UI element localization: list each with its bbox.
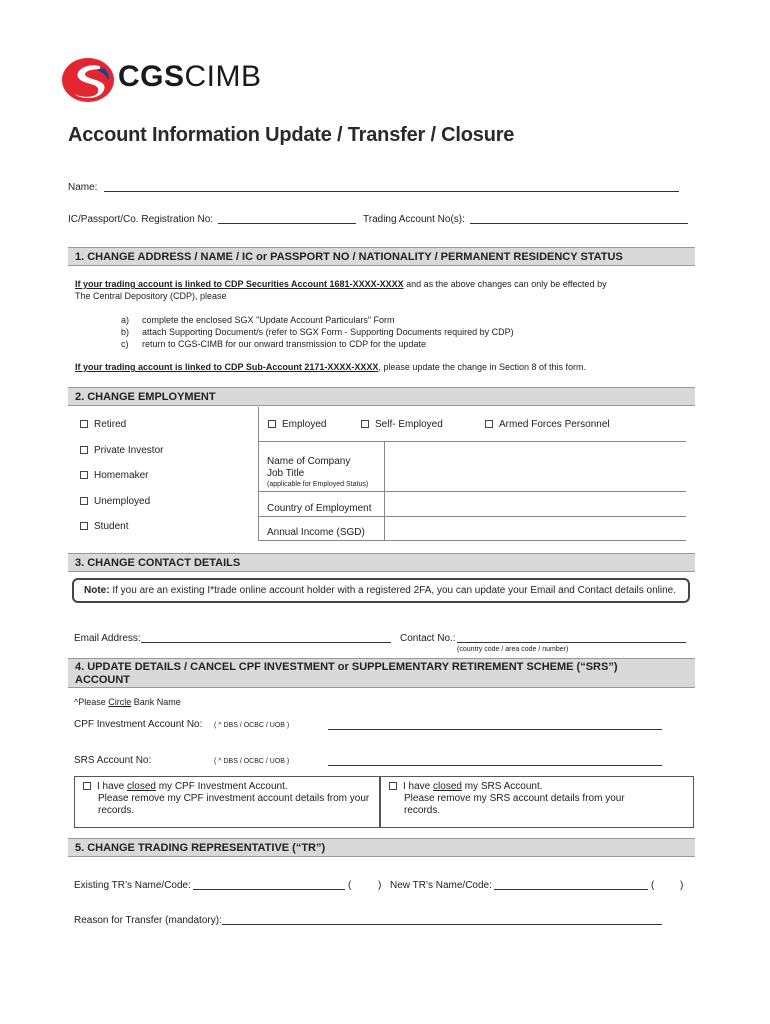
company-name-label: Name of Company — [267, 456, 351, 467]
existing-tr-paren-close: ) — [378, 880, 382, 891]
section4-heading: 4. UPDATE DETAILS / CANCEL CPF INVESTMENT or SUPPLEMENTARY RETIREMENT SCHEME (“SRS”) ACCOUNT — [68, 658, 695, 688]
item-c-text: return to CGS-CIMB for our onward transmission to CDP for the update — [142, 339, 426, 349]
section1-para1-line2: The Central Depository (CDP), please — [75, 291, 227, 301]
section2-rule-4 — [258, 540, 686, 541]
ic-field[interactable] — [218, 223, 356, 224]
option-unemployed[interactable]: Unemployed — [80, 496, 150, 507]
income-input[interactable] — [386, 518, 686, 539]
reason-field[interactable] — [222, 924, 662, 925]
circle-instruction: ^Please Circle Bank Name — [74, 697, 181, 707]
srs-account-field[interactable] — [328, 765, 662, 766]
email-field[interactable] — [141, 642, 391, 643]
option-private-investor[interactable]: Private Investor — [80, 445, 163, 456]
option-employed[interactable]: Employed — [268, 419, 326, 430]
section3-heading: 3. CHANGE CONTACT DETAILS — [68, 553, 695, 572]
checkbox[interactable] — [485, 420, 493, 428]
country-label: Country of Employment — [267, 503, 372, 514]
new-tr-label: New TR’s Name/Code: — [390, 880, 492, 891]
section2-divider — [258, 407, 259, 540]
contact-field[interactable] — [457, 642, 686, 643]
company-logo-text: CGSCIMB — [118, 60, 262, 93]
job-note: (applicable for Employed Status) — [267, 481, 369, 488]
reason-label: Reason for Transfer (mandatory): — [74, 915, 222, 926]
checkbox[interactable] — [80, 471, 88, 479]
checkbox[interactable] — [268, 420, 276, 428]
new-tr-paren-open: ( — [651, 880, 655, 891]
checkbox[interactable] — [80, 522, 88, 530]
section2-rule-3 — [258, 516, 686, 517]
page-title: Account Information Update / Transfer / Closure — [68, 124, 515, 146]
cpf-bank-options[interactable]: ( ^ DBS / OCBC / UOB ) — [214, 722, 290, 729]
income-label: Annual Income (SGD) — [267, 527, 365, 538]
job-title-label: Job Title — [267, 468, 305, 479]
note-box: Note: If you are an existing I*trade online account holder with a registered 2FA, you can update your Email and Contact details online. — [72, 578, 690, 603]
existing-tr-label: Existing TR’s Name/Code: — [74, 880, 191, 891]
section2-rule-1 — [258, 441, 686, 442]
trading-account-label: Trading Account No(s): — [363, 214, 465, 225]
item-b-marker: b) — [121, 327, 130, 337]
srs-label: SRS Account No: — [74, 755, 152, 766]
checkbox[interactable] — [361, 420, 369, 428]
company-jobtitle-input[interactable] — [386, 443, 686, 490]
option-student[interactable]: Student — [80, 521, 128, 532]
srs-bank-options[interactable]: ( ^ DBS / OCBC / UOB ) — [214, 758, 290, 765]
name-label: Name: — [68, 182, 98, 193]
checkbox[interactable] — [389, 782, 397, 790]
section1-para1: If your trading account is linked to CDP Securities Account 1681-XXXX-XXXX and as the above changes can only be effected by — [75, 279, 607, 289]
checkbox[interactable] — [83, 782, 91, 790]
section5-heading: 5. CHANGE TRADING REPRESENTATIVE (“TR”) — [68, 838, 695, 857]
email-label: Email Address: — [74, 633, 141, 644]
item-b-text: attach Supporting Document/s (refer to SGX Form - Supporting Documents required by CDP) — [142, 327, 514, 337]
option-homemaker[interactable]: Homemaker — [80, 470, 148, 481]
name-field[interactable] — [104, 191, 679, 192]
option-armed-forces[interactable]: Armed Forces Personnel — [485, 419, 610, 430]
trading-account-field[interactable] — [470, 223, 688, 224]
srs-closed-option[interactable]: I have closed my SRS Account. Please remove my SRS account details from your records. — [380, 776, 694, 828]
new-tr-field[interactable] — [494, 889, 648, 890]
country-input[interactable] — [386, 493, 686, 515]
cpf-account-field[interactable] — [328, 729, 662, 730]
option-retired[interactable]: Retired — [80, 419, 126, 430]
checkbox[interactable] — [80, 446, 88, 454]
checkbox[interactable] — [80, 497, 88, 505]
section2-rule-2 — [258, 491, 686, 492]
cpf-label: CPF Investment Account No: — [74, 719, 203, 730]
item-a-marker: a) — [121, 315, 130, 325]
contact-label: Contact No.: — [400, 633, 456, 644]
section1-para2: If your trading account is linked to CDP Sub-Account 2171-XXXX-XXXX, please update the change in Section 8 of this form. — [75, 362, 587, 372]
cpf-closed-option[interactable]: I have closed my CPF Investment Account. Please remove my CPF investment account details from your records. — [74, 776, 380, 828]
new-tr-paren-close: ) — [680, 880, 684, 891]
item-c-marker: c) — [121, 339, 129, 349]
existing-tr-paren-open: ( — [348, 880, 352, 891]
option-self-employed[interactable]: Self- Employed — [361, 419, 443, 430]
section2-heading: 2. CHANGE EMPLOYMENT — [68, 387, 695, 406]
item-a-text: complete the enclosed SGX "Update Account Particulars" Form — [142, 315, 395, 325]
ic-label: IC/Passport/Co. Registration No: — [68, 214, 214, 225]
checkbox[interactable] — [80, 420, 88, 428]
contact-hint: (country code / area code / number) — [457, 646, 569, 653]
existing-tr-field[interactable] — [193, 889, 345, 890]
cgs-cimb-logo-mark — [60, 54, 120, 106]
section1-heading: 1. CHANGE ADDRESS / NAME / IC or PASSPORT NO / NATIONALITY / PERMANENT RESIDENCY STATUS — [68, 247, 695, 266]
